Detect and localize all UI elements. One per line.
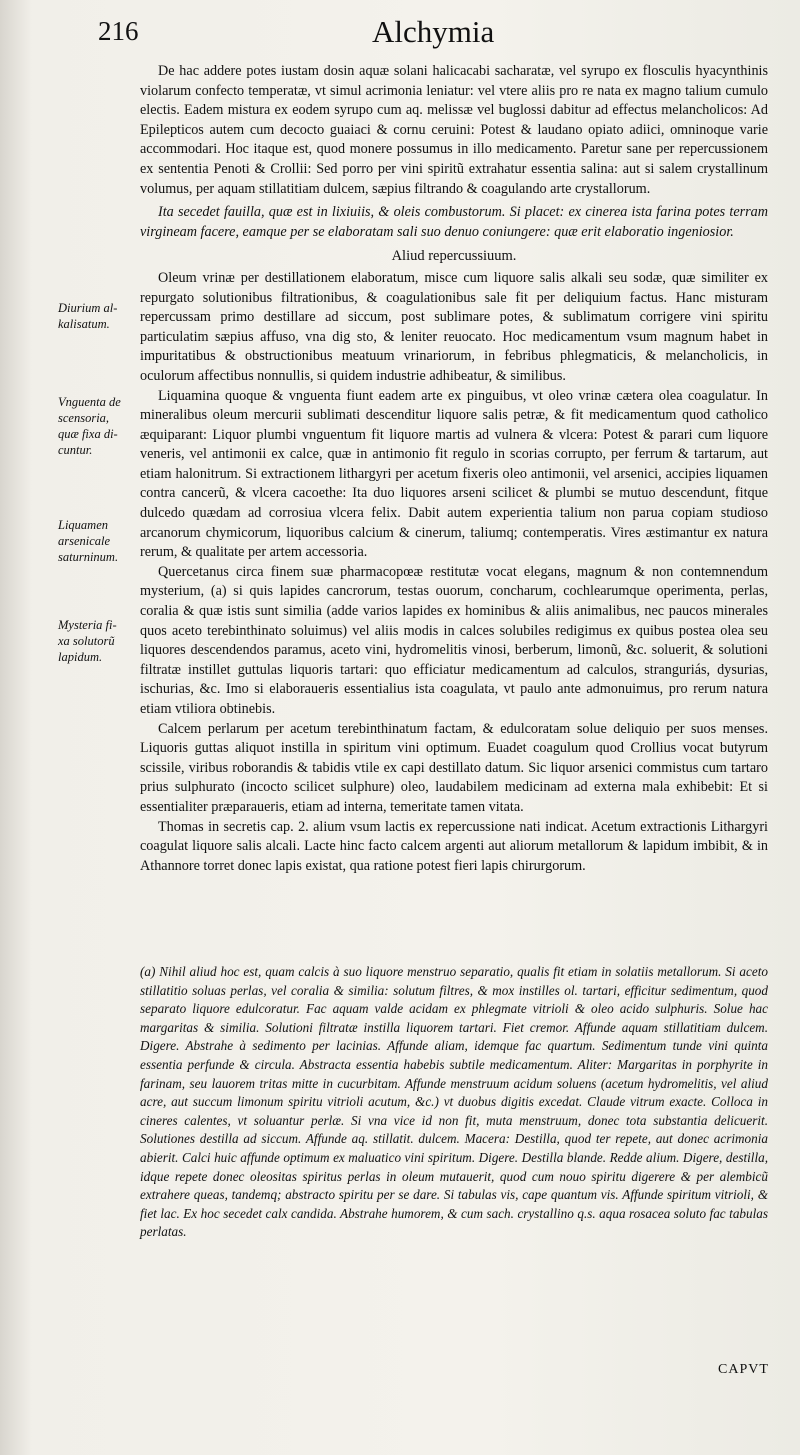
section-heading: Aliud repercussiuum. <box>391 248 517 265</box>
margin-note-liquamen: Liquamen arsenicale saturninum. <box>58 518 119 564</box>
paragraph: De hac addere potes iustam dosin aquæ solani halicacabi sacharatæ, vel syrupo ex flosculis hyacynthinis violarum confecto temperatæ, vt simul acrimonia leniatur: vel vtere aliis pro re nata ex magno talium cumulo electis. Eadem mistura ex eodem syrupo cum aq. melissæ vel buglossi dabitur ad effectus melancholicos: Ad Epilepticos autem cum decocto guaiaci & cornu ceruini: Potest & laudano opiato adiici, omninoque varie accommodari. Hoc itaque est, quod monere possumus in illo medicamento. Paretur sane per repercussionem ex sententia Penoti & Crollii: Sed porro per vini spiritũ extrahatur essentia salina: aut si salem crystallinum volumus, per aquam stillatitiam dulcem, sæpius filtrando & coagulando arte crystallorum. <box>140 63 768 197</box>
running-head: Alchymia <box>372 14 495 49</box>
catchword: CAPVT <box>718 1362 769 1377</box>
paragraph: Ita secedet fauilla, quæ est in lixiuiis, & oleis combustorum. Si placet: ex cinerea ista farina potes terram virgineam facere, eamque per se elaboratam sali suo denuo coniungere: quæ erit elaboratio ingeniosior. <box>140 204 768 240</box>
paragraph: Liquamina quoque & vnguenta fiunt eadem arte ex pinguibus, vt oleo vrinæ cætera olea coagulatur. In mineralibus oleum mercurii sublimati descenditur liquore salis petræ, & fit medicamentum quod catholico æquiparant: Liquor plumbi vnguentum fit liquore martis ad vulnera & vlcera: Potest & parari cum liquore veneris, vel antimonii ex calce, quæ in antimonio fit regulo in scorias corrupto, per ferrum & tartarum, aut etiam halonitrum. Si extractionem lithargyri per acetum fixeris oleo antimonii, vel arsenici, accipies liquamen contra cancerũ, & vlcera cacoethe: Ita duo liquores arseni scilicet & plumbi se mutuo descendunt, fitque dulcedo quædam ad corrosiua vlcera felix. Dabit autem experientia talium non parua copiam studioso arcanorum chymicorum, liquoribus calcium & cinerum, taliumq; contemperatis. Vires æstimantur ex natura rerum, & qualitate per artem accessoria. <box>140 387 768 561</box>
margin-note-vnguenta: Vnguenta de scensoria, quæ fixa di- cuntur. <box>58 395 121 457</box>
paragraph: Calcem perlarum per acetum terebinthinatum factam, & edulcoratam solue deliquio per suos menses. Liquoris guttas aliquot instilla in spiritum vini optimum. Euadet coagulum quod Crollius vocat butyrum scissile, viribus roborandis & tabidis vtile ex capi destillato datum. Sic liquor arsenici commistus cum tartaro prius sulphurato (incocto scilicet sulphure) oleo, laudabilem medicinam ad externa mala exhibebit: Et si essentialiter præparaueris, etiam ad interna, temeritate tamen vitata. <box>140 720 768 815</box>
footnote: (a) Nihil aliud hoc est, quam calcis à suo liquore menstruo separatio, qualis fit etiam in solatiis metallorum. Si aceto stillatitio soluas perlas, vel coralia & similia: solutum filtres, & mox instilles ol. tartari, efficitur sedimentum, quod separato liquore edulcoratur. Fac aquam valde acidam ex phlegmate vitrioli & oleo acido sulphuris. Solue hac margaritas & similia. Solutioni filtratæ instilla liquorem tartari. Fiet cremor. Affunde aquam stillatitiam dulcem. Digere. Abstrahe à sedimento per lacinias. Affunde aliam, idemque fac quartum. Sedimentum tunde vini quinta essentia perfunde & circula. Abstracta essentia habebis subtile medicamentum. Aliter: Margaritas in porphyrite in farinam, seu lauorem tritas mitte in cucurbitam. Affunde menstruum acidum soluens (acetum hydromelitis, vel aliud acre, aut succum limonum spiritu vitrioli acutum, &c.) vt duobus digitis excedat. Claude vitrum exacte. Colloca in cineres calentes, vt soluantur perlæ. Si vna vice id non fit, muta menstruum, donec tota substantia delicuerit. Solutiones destilla ad siccum. Affunde aq. stillatit. dulcem. Macera: Destilla, quod ter repete, aut donec acrimonia abierit. Calci huic affunde optimum ex maluatico vini spiritum. Digere. Destilla blande. Redde alium. Digere, destilla, idque repete donec oleositas spiritus perlas in oleum mutauerit, quod cum nouo spiritu digerere & per alembicũ extrahere queas, tandemq; abstracto spiritu per se dare. Si tabulas vis, cape quantum vis. Affunde spiritum vitrioli, & fiet lac. Ex hoc secedet calx candida. Abstrahe humorem, & cum sach. crystallino q.s. aqua rosacea soluto fac tabulas perlatas. <box>140 964 768 1240</box>
main-text <box>140 62 768 876</box>
paragraph: Thomas in secretis cap. 2. alium vsum lactis ex repercussione nati indicat. Acetum extractionis Lithargyri coagulat liquore salis alcali. Lacte hinc facto calcem argenti aut aliorum metallorum & lapidum imbibit, & in Athannore torret donec lapis existat, qua ratione potest fieri lapis chirurgorum. <box>140 818 768 874</box>
margin-note-mysteria: Mysteria fi- xa solutorũ lapidum. <box>58 618 117 664</box>
margin-note-diurium: Diurium al- kalisatum. <box>58 301 118 331</box>
paragraph: Quercetanus circa finem suæ pharmacopœæ restitutæ vocat elegans, magnum & non contemnendum mysterium, (a) si quis lapides cancrorum, testas ouorum, concharum, cochlearumque operimenta, perlas, coralia & quæ istis sunt similia (adde varios lapides ex hominibus & aliis animalibus, nec paucos minerales quos aceto terebinthinato soluimus) vel aliis modis in calces solubiles redigimus ex quibus postea olea seu liquores descendendos paramus, aceto vini, hydromelitis vinosi, berberum, limonũ, &c. soluerit, & solutioni filtratæ instillet guttulas liquoris tartari: quo efficiatur medicamentum ad calculos, stranguriás, dysurias, ischurias, &c. Imo si elaboraueris essentialius ista coagulata, vt paulo ante admonuimus, pro rerum natura etiam vtiliora obtinebis. <box>140 563 768 717</box>
paragraph: Oleum vrinæ per destillationem elaboratum, misce cum liquore salis alkali seu sodæ, quæ similiter ex repurgato solutionibus filtrationibus, & coagulationibus sale fit per deliquium factus. Hanc misturam repercussam primo destillare ad siccum, post sublimare potes, & sublimatum corrigere vini spiritu particulatim sæpius affuso, vna dig sto, & leniter reuocato. Hoc medicamentum vsum magnum habet in impuritatibus & obstructionibus meatuum vrinariorum, in febribus phlegmaticis, & melancholicis, in oculorum affectibus nonnullis, si quidem industrie adhibeatur, & similibus. <box>140 269 768 384</box>
page-number: 216 <box>98 16 139 46</box>
